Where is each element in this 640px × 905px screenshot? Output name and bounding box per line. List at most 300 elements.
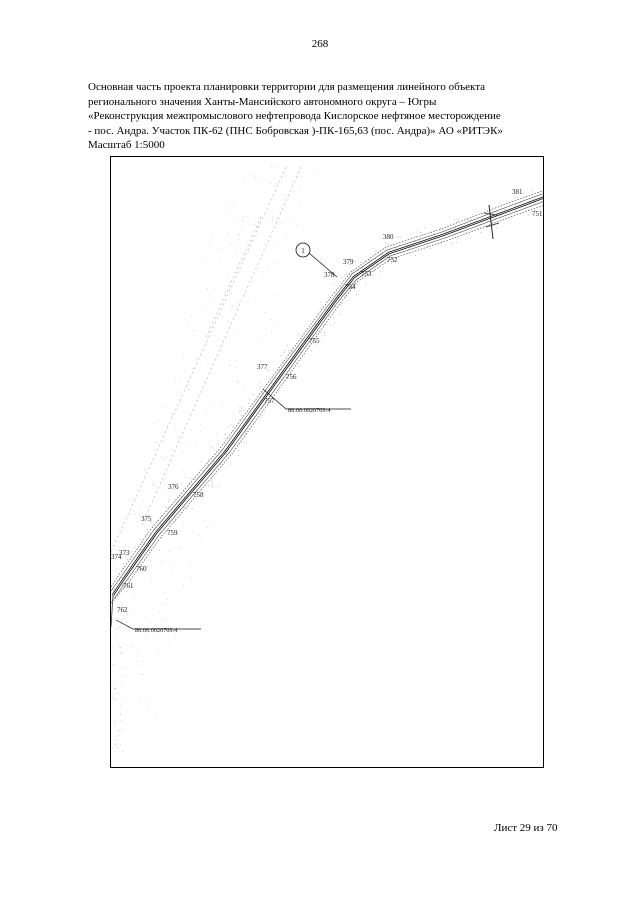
terrain-dot [181,547,182,548]
terrain-dot [284,222,285,223]
terrain-dot [180,402,181,403]
terrain-dot [180,378,181,379]
terrain-dot [228,426,229,427]
terrain-dot [434,233,435,234]
terrain-dot [281,182,282,183]
point-label: 377 [257,363,268,371]
terrain-dot [300,186,301,187]
terrain-dot [484,225,485,226]
terrain-dot [345,296,346,297]
terrain-dot [221,250,222,251]
terrain-dot [237,381,238,382]
terrain-dot [212,447,213,448]
terrain-dot [165,458,166,459]
terrain-dot [132,646,133,647]
terrain-dot [215,335,216,336]
terrain-dot [269,275,270,276]
terrain-dot [121,720,122,721]
terrain-dot [216,433,217,434]
terrain-dot [260,387,261,388]
terrain-dot [246,431,247,432]
terrain-dot [202,538,203,539]
terrain-dot [392,244,393,245]
terrain-dot [408,253,409,254]
terrain-dot [114,688,115,689]
terrain-dot [415,241,416,242]
terrain-dot [119,580,120,581]
terrain-dot [123,563,124,564]
terrain-dot [122,577,123,578]
terrain-dot [191,578,192,579]
terrain-dot [208,459,209,460]
sheet-marker [296,243,310,257]
terrain-dot [162,603,163,604]
terrain-dot [227,233,228,234]
terrain-dot [175,427,176,428]
terrain-dot [230,365,231,366]
terrain-dot [347,300,348,301]
terrain-dot [233,444,234,445]
terrain-dot [299,176,300,177]
terrain-dot [167,516,168,517]
terrain-dot [168,507,169,508]
terrain-dot [122,751,123,752]
terrain-dot [133,573,134,574]
point-label: 373 [119,549,130,557]
terrain-dot [158,634,159,635]
terrain-dot [161,456,162,457]
terrain-dot [147,529,148,530]
terrain-dot [183,585,184,586]
terrain-dot [243,220,244,221]
terrain-dot [114,724,115,725]
terrain-dot [201,546,202,547]
terrain-dot [335,306,336,307]
terrain-dot [208,393,209,394]
terrain-dot [528,215,529,216]
terrain-dot [137,650,138,651]
terrain-dot [383,266,384,267]
point-label: 381 [512,188,523,196]
terrain-dot [227,462,228,463]
terrain-dot [344,274,345,275]
terrain-dot [166,545,167,546]
terrain-dot [425,227,426,228]
terrain-dot [115,744,116,745]
terrain-dot [454,219,455,220]
terrain-dot [502,214,503,215]
terrain-dot [177,437,178,438]
terrain-dot [218,409,219,410]
terrain-dot [211,523,212,524]
terrain-dot [254,195,255,196]
terrain-dot [119,646,120,647]
terrain-dot [255,301,256,302]
terrain-dot [121,682,122,683]
terrain-dot [206,343,207,344]
terrain-dot [205,302,206,303]
terrain-dot [249,403,250,404]
terrain-dot [141,549,142,550]
terrain-dot [230,175,231,176]
terrain-dot [114,698,115,699]
terrain-dot [191,375,192,376]
boundary-lines [111,167,301,552]
terrain-dot [168,643,169,644]
terrain-dot [159,550,160,551]
terrain-dot [214,449,215,450]
terrain-dot [292,223,293,224]
terrain-dot [134,614,135,615]
point-label: 761 [123,582,134,590]
terrain-dot [158,655,159,656]
point-labels [111,188,543,614]
terrain-dot [167,599,168,600]
terrain-dot [482,214,483,215]
terrain-dot [177,504,178,505]
terrain-dot [188,384,189,385]
terrain-dot [252,342,253,343]
terrain-dot [122,668,123,669]
terrain-dot [400,237,401,238]
terrain-dot [213,298,214,299]
terrain-dot [415,255,416,256]
terrain-dot [271,319,272,320]
terrain-dot [352,271,353,272]
point-label: 760 [136,565,147,573]
header-line-3: «Реконструкция межпромыслового нефтепровода Кислорское нефтяное месторождение [88,110,501,123]
terrain-dot [374,270,375,271]
terrain-dot [365,283,366,284]
terrain-dot [122,619,123,620]
terrain-dot [230,212,231,213]
terrain-dot [189,566,190,567]
terrain-dot [257,181,258,182]
terrain-dot [294,191,295,192]
terrain-dot [385,242,386,243]
terrain-dot [456,242,457,243]
planning-map [110,156,544,768]
terrain-dot [521,202,522,203]
terrain-dot [139,509,140,510]
sheet-marker-number: 1 [301,247,305,255]
terrain-dot [120,647,121,648]
terrain-dot [333,317,334,318]
terrain-dot [458,219,459,220]
terrain-dot [114,619,115,620]
terrain-dot [324,335,325,336]
point-label: 753 [361,270,372,278]
terrain-dot [487,220,488,221]
terrain-dot [510,219,511,220]
terrain-dot [410,234,411,235]
terrain-dot [208,464,209,465]
terrain-dot [252,430,253,431]
terrain-dot [203,260,204,261]
terrain-dot [220,464,221,465]
terrain-dot [450,243,451,244]
terrain-dot [191,315,192,316]
terrain-dot [455,227,456,228]
terrain-dot [219,487,220,488]
terrain-dot [296,224,297,225]
terrain-dot [207,527,208,528]
terrain-dot [268,220,269,221]
terrain-dot [261,341,262,342]
terrain-dot [274,167,275,168]
terrain-dot [218,443,219,444]
terrain-dot [452,243,453,244]
terrain-dot [169,551,170,552]
terrain-dot [276,183,277,184]
terrain-dot [167,619,168,620]
terrain-dot [202,307,203,308]
terrain-dot [116,740,117,741]
terrain-dot [154,423,155,424]
terrain-dot [217,486,218,487]
terrain-dot [141,674,142,675]
terrain-dot [113,748,114,749]
terrain-dot [228,321,229,322]
terrain-dot [120,714,121,715]
terrain-dot [196,330,197,331]
terrain-dot [207,288,208,289]
terrain-dot [207,366,208,367]
terrain-dot [277,294,278,295]
terrain-dot [440,228,441,229]
terrain-dot [164,618,165,619]
terrain-dot [238,239,239,240]
terrain-dot [145,469,146,470]
terrain-dot [133,511,134,512]
terrain-dot [116,637,117,638]
terrain-dot [113,664,114,665]
terrain-dot [395,248,396,249]
terrain-dot [187,526,188,527]
terrain-dot [275,245,276,246]
terrain-dot [161,537,162,538]
terrain-dot [271,183,272,184]
terrain-dot [121,621,122,622]
terrain-dot [130,551,131,552]
terrain-dot [237,303,238,304]
terrain-dot [254,224,255,225]
terrain-dot [415,236,416,237]
terrain-dot [231,309,232,310]
terrain-dot [131,552,132,553]
terrain-dot [239,235,240,236]
terrain-dot [311,350,312,351]
terrain-dot [114,589,115,590]
terrain-dot [122,592,123,593]
terrain-dot [320,302,321,303]
terrain-dot [146,596,147,597]
terrain-dot [480,232,481,233]
point-label: 374 [111,553,122,561]
terrain-dot [145,535,146,536]
terrain-dot [208,485,209,486]
terrain-dot [180,631,181,632]
terrain-dot [167,426,168,427]
terrain-dot [193,331,194,332]
terrain-dot [115,688,116,689]
terrain-dot [340,305,341,306]
terrain-dot [333,284,334,285]
terrain-dot [251,224,252,225]
terrain-dot [466,228,467,229]
terrain-dot [252,281,253,282]
terrain-dot [199,535,200,536]
terrain-dot [123,676,124,677]
point-label: 380 [383,233,394,241]
terrain-dot [231,244,232,245]
terrain-dot [320,339,321,340]
terrain-dot [212,481,213,482]
terrain-dot [134,594,135,595]
point-label: 375 [141,515,152,523]
point-label: 757 [264,397,275,405]
terrain-dot [113,697,114,698]
terrain-dot [180,548,181,549]
terrain-dot [243,294,244,295]
terrain-dot [191,429,192,430]
terrain-dot [136,514,137,515]
terrain-dot [211,236,212,237]
terrain-dot [236,249,237,250]
terrain-dot [399,245,400,246]
point-label: 762 [117,606,128,614]
terrain-dot [169,499,170,500]
terrain-dot [260,361,261,362]
terrain-dot [114,751,115,752]
terrain-dot [274,320,275,321]
terrain-dot [178,430,179,431]
terrain-dot [164,407,165,408]
terrain-dot [341,277,342,278]
terrain-dot [234,221,235,222]
terrain-dot [515,204,516,205]
terrain-dot [116,628,117,629]
terrain-dot [115,700,116,701]
terrain-dot [226,434,227,435]
terrain-dot [147,566,148,567]
terrain-dot [231,293,232,294]
terrain-dot [135,547,136,548]
terrain-dot [272,220,273,221]
terrain-dot [239,411,240,412]
terrain-dot [237,367,238,368]
terrain-dot [238,329,239,330]
terrain-dot [114,721,115,722]
terrain-dot [229,360,230,361]
terrain-dot [118,735,119,736]
terrain-dot [113,682,114,683]
document-header [88,80,558,153]
terrain-dot [356,294,357,295]
terrain-dot [213,461,214,462]
cadastral-label-2: 86:06:0020709:4 [135,627,178,634]
terrain-dot [369,260,370,261]
terrain-dot [172,573,173,574]
sheet-number: Лист 29 из 70 [494,822,558,834]
terrain-dot [188,390,189,391]
terrain-dot [222,350,223,351]
terrain-dot [420,232,421,233]
point-label: 756 [286,373,297,381]
cadastral-label-1: 86:06:0020709:4 [288,407,331,414]
terrain-dot [150,561,151,562]
terrain-dot [316,334,317,335]
terrain-dot [239,301,240,302]
point-label: 379 [343,258,354,266]
terrain-dot [346,273,347,274]
terrain-dot [253,394,254,395]
terrain-dot [120,744,121,745]
terrain-dot [139,699,140,700]
terrain-dot [132,498,133,499]
terrain-dot [189,389,190,390]
terrain-dot [119,627,120,628]
terrain-dot [184,477,185,478]
terrain-dot [288,350,289,351]
terrain-dot [162,620,163,621]
terrain-dot [262,386,263,387]
terrain-dot [398,236,399,237]
terrain-dot [247,217,248,218]
terrain-dot [287,234,288,235]
terrain-dot [271,383,272,384]
terrain-dot [190,478,191,479]
terrain-dot [243,216,244,217]
terrain-dot [275,378,276,379]
terrain-dot [120,706,121,707]
terrain-dots [111,167,541,753]
terrain-dot [149,701,150,702]
terrain-dot [238,455,239,456]
terrain-dot [179,638,180,639]
terrain-dot [143,674,144,675]
terrain-dot [262,415,263,416]
page-number: 268 [311,38,329,50]
terrain-dot [127,613,128,614]
header-line-2: регионального значения Ханты-Мансийского автономного округа – Югры [88,95,437,108]
terrain-dot [457,221,458,222]
terrain-dot [241,415,242,416]
terrain-dot [185,440,186,441]
terrain-dot [148,705,149,706]
terrain-dot [241,410,242,411]
terrain-dot [172,414,173,415]
terrain-dot [149,623,150,624]
terrain-dot [114,561,115,562]
terrain-dot [233,206,234,207]
terrain-dot [225,292,226,293]
terrain-dot [231,204,232,205]
terrain-dot [435,230,436,231]
terrain-dot [209,242,210,243]
terrain-dot [175,637,176,638]
map-drawing [111,157,544,768]
terrain-dot [254,426,255,427]
terrain-dot [122,729,123,730]
terrain-dot [256,218,257,219]
terrain-dot [219,261,220,262]
terrain-dot [340,314,341,315]
terrain-dot [222,407,223,408]
terrain-dot [120,653,121,654]
terrain-dot [228,276,229,277]
scale-label: Масштаб 1:5000 [88,139,165,152]
